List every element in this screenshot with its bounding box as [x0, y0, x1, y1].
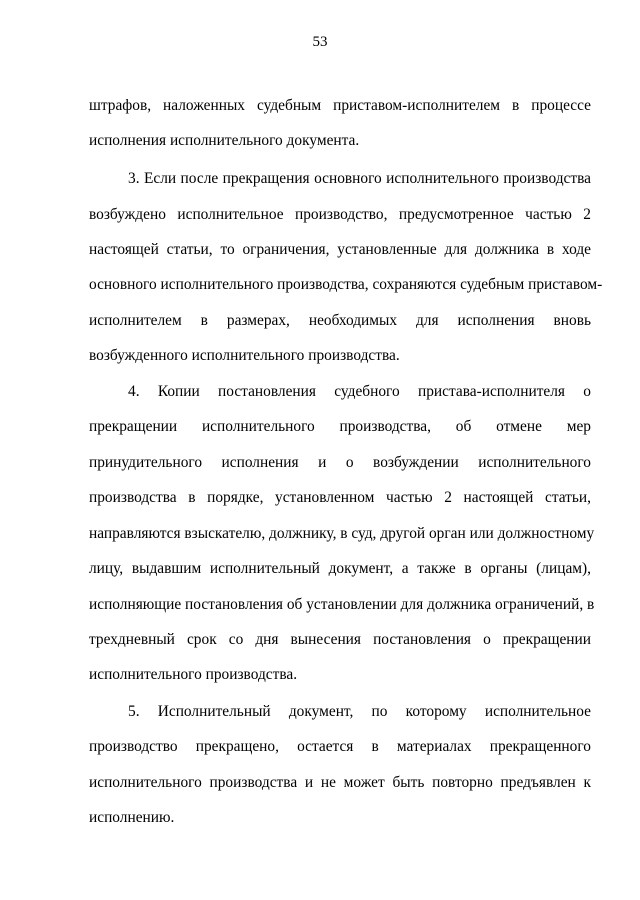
text-line: возбужденного исполнительного производства. [89, 347, 400, 364]
text-line: исполнителем в размерах, необходимых для исполнения вновь [89, 312, 591, 329]
text-line: исполнительного производства. [89, 666, 298, 683]
text-line: производства в порядке, установленном частью 2 настоящей статьи, [89, 489, 591, 506]
text-line: исполнительного производства и не может быть повторно предъявлен к [89, 774, 591, 791]
paragraph-5-first-line: 5. Исполнительный документ, по которому исполнительное [128, 703, 591, 720]
text-line: исполнению. [89, 809, 175, 826]
text-line: исполняющие постановления об установлении для должника ограничений, в [89, 596, 595, 613]
text-line: прекращении исполнительного производства, об отмене мер [89, 418, 591, 435]
text-line: настоящей статьи, то ограничения, установленные для должника в ходе [89, 241, 591, 258]
text-line: основного исполнительного производства, сохраняются судебным приставом- [89, 276, 603, 293]
text-line: принудительного исполнения и о возбуждении исполнительного [89, 454, 591, 471]
text-line: исполнения исполнительного документа. [89, 132, 360, 149]
text-line: трехдневный срок со дня вынесения постановления о прекращении [89, 631, 591, 648]
text-line: возбуждено исполнительное производство, предусмотренное частью 2 [89, 206, 591, 223]
text-line: штрафов, наложенных судебным приставом-исполнителем в процессе [89, 97, 591, 114]
paragraph-3-first-line: 3. Если после прекращения основного исполнительного производства [128, 170, 591, 187]
page-number: 53 [312, 34, 328, 50]
text-line: лицу, выдавшим исполнительный документ, а также в органы (лицам), [89, 560, 591, 577]
paragraph-4-first-line: 4. Копии постановления судебного пристава-исполнителя о [128, 383, 591, 400]
text-line: производство прекращено, остается в материалах прекращенного [89, 738, 591, 755]
text-line: направляются взыскателю, должнику, в суд, другой орган или должностному [89, 525, 595, 542]
